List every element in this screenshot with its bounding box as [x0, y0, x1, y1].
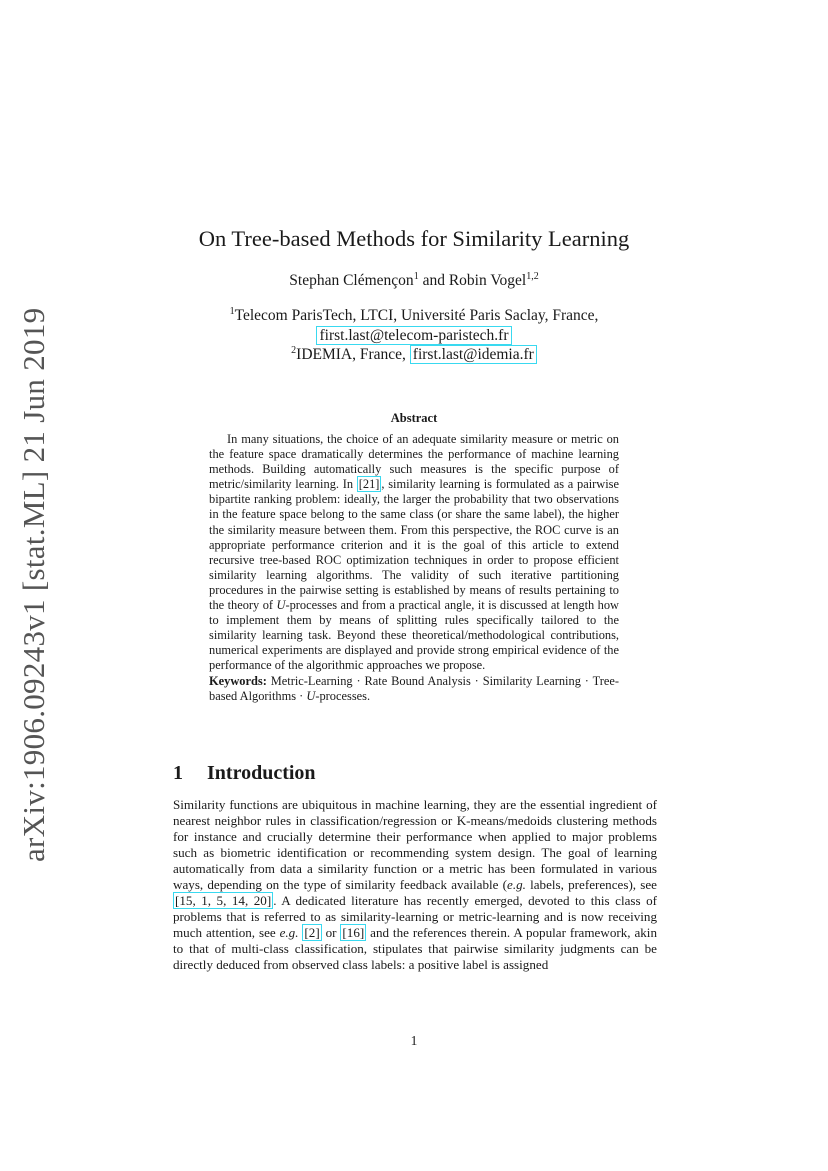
section-heading	[173, 762, 316, 785]
author-name: Robin Vogel	[448, 272, 527, 289]
section-title: Introduction	[207, 762, 316, 784]
author-line	[0, 272, 828, 290]
author-affiliation-mark: 1,2	[526, 270, 539, 282]
arxiv-stamp: arXiv:1906.09243v1 [stat.ML] 21 Jun 2019	[16, 307, 51, 862]
keywords-line	[209, 674, 619, 704]
author-affiliation-mark: 1	[413, 270, 419, 282]
citation-link[interactable]: [16]	[342, 925, 365, 941]
keywords-text: -processes.	[315, 688, 371, 703]
affiliation-2	[0, 344, 828, 365]
citation-link[interactable]: [15, 1, 5, 14, 20]	[175, 893, 272, 909]
email-link[interactable]: first.last@idemia.fr	[410, 345, 537, 364]
author-conjunction: and	[418, 272, 449, 289]
abstract-text: , similarity learning is formulated as a pairwise bipartite ranking problem: ideally, the larger the probability that two observations in the feature space belong to the same class (or share the same label), the higher the similarity measure between them. From this perspective, the ROC curve is an appropriate performance criterion and it is the goal of this article to extend recursive tree-based ROC optimization techniques in order to propose efficient similarity learning algorithms. The validity of such iterative partitioning procedures in the pairwise setting is established by means of results pertaining to the theory of	[209, 477, 619, 613]
abstract-text: -processes and from a practical angle, it is discussed at length how to implement them by means of splitting rules specifically tailored to the similarity learning task. Beyond these theoretical/methodological contributions, numerical experiments are displayed and provide strong empirical evidence of the performance of the algorithmic approaches we propose.	[209, 598, 619, 673]
abstract-text: In many situations, the choice of an adequate similarity measure or metric on the feature space dramatically determines the performance of machine learning methods. Building automatically such measures is the specific purpose of metric/similarity learning. In	[209, 432, 619, 492]
body-text: and the references therein. A popular framework, akin to that of multi-class classification, stipulates that pairwise similarity judgments can be directly deduced from observed class labels: a positive label is assigned	[173, 925, 657, 973]
keywords-label: Keywords:	[209, 673, 267, 688]
affiliation-mark: 2	[291, 344, 297, 356]
intro-paragraph	[173, 797, 657, 974]
citation-link[interactable]: [21]	[358, 477, 380, 492]
body-text-italic: e.g.	[279, 925, 299, 941]
affiliation-text: Telecom ParisTech, LTCI, Université Paris Saclay, France,	[234, 307, 599, 324]
email-link[interactable]: first.last@telecom-paristech.fr	[316, 326, 511, 345]
affiliation-mark: 1	[229, 305, 235, 317]
affiliation-text: IDEMIA, France,	[296, 346, 410, 363]
body-text: or	[321, 925, 341, 941]
citation-link[interactable]: [2]	[304, 925, 320, 941]
affiliation-1-email-line	[0, 325, 828, 346]
abstract-paragraph	[209, 432, 619, 674]
intro-body	[173, 797, 657, 974]
math-symbol: U	[306, 688, 316, 703]
section-number: 1	[173, 762, 183, 784]
abstract-heading: Abstract	[390, 411, 438, 425]
page-number: 1	[410, 1033, 418, 1048]
author-name: Stephan Clémençon	[289, 272, 414, 289]
keywords-text: Metric-Learning · Rate Bound Analysis · Similarity Learning · Tree-based Algorithms ·	[209, 673, 619, 703]
body-text: Similarity functions are ubiquitous in machine learning, they are the essential ingredient of nearest neighbor rules in classification/regression or K-means/medoids clustering methods for instance and crucially determine their performance when applied to major problems such as biometric identification or recommending system design. The goal of learning automatically from data a similarity function or a metric has been formulated in various ways, depending on the type of similarity feedback available (	[173, 797, 657, 893]
affiliation-1	[0, 305, 828, 326]
body-text-italic: e.g.	[507, 877, 526, 893]
paper-title: On Tree-based Methods for Similarity Learning	[198, 226, 630, 251]
body-text: . A dedicated literature has recently emerged, devoted to this class of problems that is referred to as similarity-learning or metric-learning and is now receiving much attention, see	[173, 893, 657, 941]
abstract-body	[209, 432, 619, 704]
math-symbol: U	[276, 598, 286, 613]
body-text: labels, preferences), see	[525, 877, 657, 893]
